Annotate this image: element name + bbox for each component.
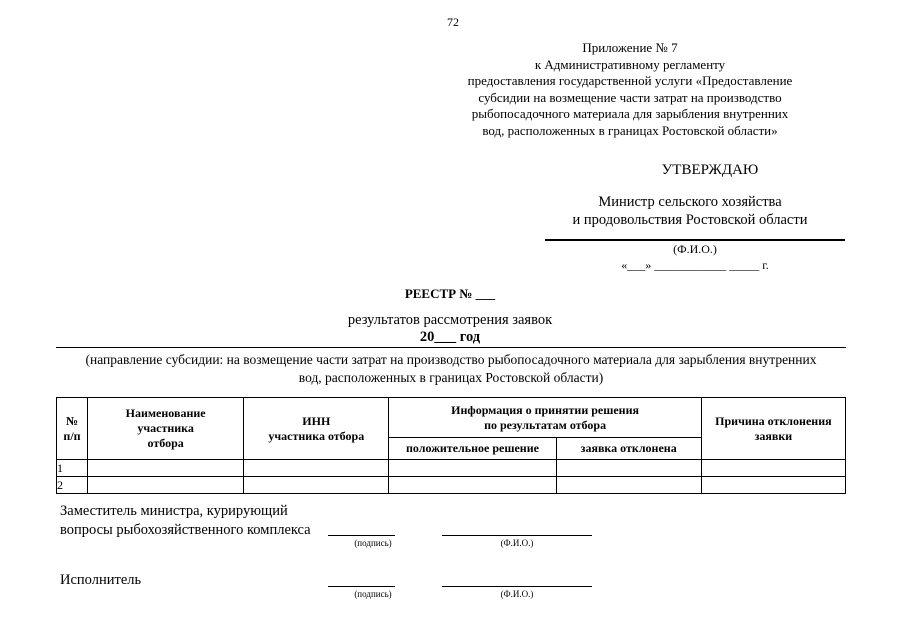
col-rejected-header: заявка отклонена — [556, 438, 701, 460]
register-subtitle: результатов рассмотрения заявок — [347, 312, 553, 328]
header-text: № — [65, 413, 79, 428]
col-name-header — [88, 398, 244, 460]
executor-signature-caption: (подпись) — [354, 589, 392, 599]
register-direction — [56, 351, 846, 387]
header-text: участника — [137, 421, 194, 435]
divider — [56, 347, 846, 348]
header-text: Информация о принятии решения — [451, 402, 640, 417]
executor-signature-line — [328, 586, 395, 587]
table-cell — [556, 477, 701, 494]
table-header-row — [57, 398, 846, 438]
row-number: 2 — [57, 477, 88, 494]
register-direction-line1: (направление субсидии: на возмещение части затрат на производство рыбопосадочного материала для зарыбления внутренних — [85, 352, 817, 367]
table-cell — [244, 460, 389, 477]
table-cell — [389, 460, 556, 477]
table-cell — [88, 460, 244, 477]
deputy-fio-line — [442, 535, 592, 536]
col-reason-header — [701, 398, 845, 460]
executor-label: Исполнитель — [60, 572, 142, 588]
register-table — [56, 397, 846, 494]
approval-fio-caption: (Ф.И.О.) — [673, 242, 717, 256]
appendix-block — [440, 40, 820, 139]
table-cell — [556, 460, 701, 477]
header-text: п/п — [63, 428, 81, 443]
table-row — [57, 460, 846, 477]
table-cell — [701, 460, 845, 477]
table-cell — [701, 477, 845, 494]
deputy-block — [60, 502, 311, 540]
header-text: по результатам отбора — [484, 417, 607, 432]
executor-fio-line — [442, 586, 592, 587]
register-title: РЕЕСТР № ___ — [404, 286, 496, 301]
table-cell — [244, 477, 389, 494]
col-inn-header — [244, 398, 389, 460]
appendix-line: вод, расположенных в границах Ростовской области» — [482, 122, 778, 138]
approval-position — [540, 193, 840, 229]
appendix-line: предоставления государственной услуги «Предоставление — [467, 73, 793, 88]
deputy-line1: Заместитель министра, курирующий — [60, 503, 288, 519]
approval-position-line2: и продовольствия Ростовской области — [572, 212, 808, 228]
appendix-line: Приложение № 7 — [582, 40, 678, 55]
col-number-header — [57, 398, 88, 460]
approval-date-line: «___» ____________ _____ г. — [621, 258, 769, 272]
deputy-line2: вопросы рыбохозяйственного комплекса — [60, 522, 311, 538]
appendix-line: рыбопосадочного материала для зарыбления внутренних — [471, 106, 789, 121]
col-positive-header: положительное решение — [389, 438, 556, 460]
approval-position-line1: Министр сельского хозяйства — [598, 194, 782, 210]
deputy-fio-caption: (Ф.И.О.) — [500, 538, 534, 548]
table-cell — [88, 477, 244, 494]
col-decision-info-header — [389, 398, 701, 438]
appendix-line: субсидии на возмещение части затрат на производство — [478, 89, 782, 105]
deputy-signature-line — [328, 535, 395, 536]
table-cell — [389, 477, 556, 494]
register-direction-line2: вод, расположенных в границах Ростовской области) — [298, 370, 604, 385]
approval-title: УТВЕРЖДАЮ — [661, 162, 759, 178]
header-text: участника отбора — [268, 428, 365, 443]
appendix-line: к Административному регламенту — [534, 56, 726, 72]
header-text: Наименование — [125, 406, 206, 420]
approval-signature-line — [545, 239, 845, 241]
header-text: Причина отклонения — [715, 413, 832, 428]
row-number: 1 — [57, 460, 88, 477]
table-row — [57, 477, 846, 494]
deputy-signature-caption: (подпись) — [354, 538, 392, 548]
header-text: заявки — [754, 428, 793, 443]
page-number: 72 — [447, 15, 459, 29]
header-text: отбора — [147, 436, 184, 450]
register-year: 20___ год — [419, 329, 481, 345]
header-text: ИНН — [302, 413, 331, 428]
executor-fio-caption: (Ф.И.О.) — [500, 589, 534, 599]
